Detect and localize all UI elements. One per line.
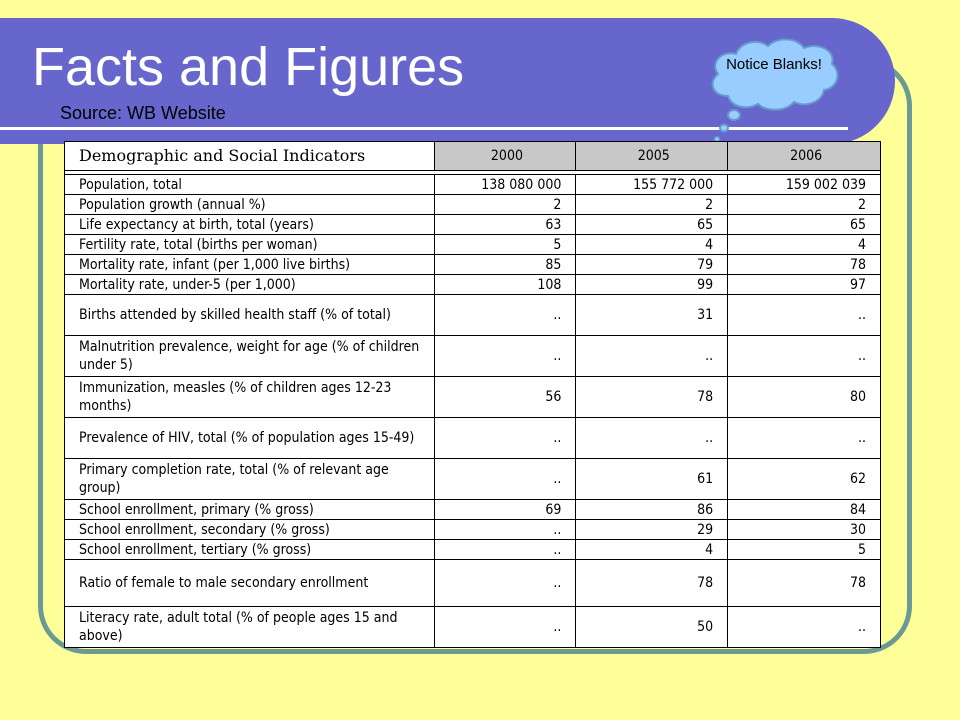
- cell-2006: 78: [728, 560, 881, 607]
- cell-2000: 56: [434, 377, 576, 418]
- table-row: [65, 195, 881, 215]
- table-row: [65, 560, 881, 607]
- cell-2006: 30: [728, 520, 881, 540]
- header-year-2000: 2000: [434, 142, 576, 171]
- table-row: [65, 607, 881, 648]
- cell-2000: 69: [434, 500, 576, 520]
- table-row: [65, 175, 881, 195]
- cell-2000: ..: [434, 520, 576, 540]
- cell-2006: 78: [728, 255, 881, 275]
- cell-2006: 4: [728, 235, 881, 255]
- cell-2005: 50: [576, 607, 728, 648]
- table-row: [65, 215, 881, 235]
- header-year-2005: 2005: [576, 142, 728, 171]
- cell-2000: ..: [434, 336, 576, 377]
- cell-2005: 155 772 000: [576, 175, 728, 195]
- cell-2006: 84: [728, 500, 881, 520]
- row-label: Ratio of female to male secondary enrollment: [65, 560, 435, 607]
- callout-text: Notice Blanks!: [726, 56, 822, 73]
- row-label: School enrollment, secondary (% gross): [65, 520, 435, 540]
- table-row: [65, 336, 881, 377]
- table-header-row: [65, 142, 881, 171]
- cell-2006: ..: [728, 607, 881, 648]
- cell-2005: 79: [576, 255, 728, 275]
- row-label: Immunization, measles (% of children ages 12-23 months): [65, 377, 435, 418]
- cell-2005: 78: [576, 560, 728, 607]
- cell-2000: ..: [434, 418, 576, 459]
- header-indicator: Demographic and Social Indicators: [65, 142, 435, 171]
- cell-2000: 63: [434, 215, 576, 235]
- cell-2005: 29: [576, 520, 728, 540]
- slide-title: Facts and Figures: [32, 37, 465, 97]
- row-label: Life expectancy at birth, total (years): [65, 215, 435, 235]
- table-row: [65, 377, 881, 418]
- cell-2005: ..: [576, 418, 728, 459]
- cell-2005: 99: [576, 275, 728, 295]
- row-label: School enrollment, primary (% gross): [65, 500, 435, 520]
- row-label: Literacy rate, adult total (% of people ages 15 and above): [65, 607, 435, 648]
- cell-2006: 159 002 039: [728, 175, 881, 195]
- cell-2000: ..: [434, 540, 576, 560]
- cell-2005: 86: [576, 500, 728, 520]
- cell-2000: 85: [434, 255, 576, 275]
- cell-2005: 4: [576, 235, 728, 255]
- cell-2000: ..: [434, 459, 576, 500]
- cell-2006: ..: [728, 295, 881, 336]
- cell-2006: 62: [728, 459, 881, 500]
- cell-2000: ..: [434, 295, 576, 336]
- table-row: [65, 295, 881, 336]
- cell-2006: ..: [728, 336, 881, 377]
- table-row: [65, 459, 881, 500]
- row-label: Primary completion rate, total (% of relevant age group): [65, 459, 435, 500]
- row-label: Prevalence of HIV, total (% of population ages 15-49): [65, 418, 435, 459]
- table-row: [65, 540, 881, 560]
- cell-2006: 5: [728, 540, 881, 560]
- cell-2000: 108: [434, 275, 576, 295]
- thought-bubble-trail: [712, 108, 742, 144]
- cell-2000: ..: [434, 607, 576, 648]
- row-label: Mortality rate, under-5 (per 1,000): [65, 275, 435, 295]
- cell-2005: ..: [576, 336, 728, 377]
- cell-2005: 61: [576, 459, 728, 500]
- cell-2006: 2: [728, 195, 881, 215]
- table-row: [65, 520, 881, 540]
- header-year-2006: 2006: [728, 142, 881, 171]
- cell-2000: 138 080 000: [434, 175, 576, 195]
- cell-2006: 65: [728, 215, 881, 235]
- cell-2000: ..: [434, 560, 576, 607]
- table-row: [65, 275, 881, 295]
- indicators-table: [64, 141, 881, 648]
- table-row: [65, 418, 881, 459]
- cell-2006: 80: [728, 377, 881, 418]
- cell-2005: 4: [576, 540, 728, 560]
- cell-2006: 97: [728, 275, 881, 295]
- table-row: [65, 255, 881, 275]
- cell-2006: ..: [728, 418, 881, 459]
- cell-2000: 2: [434, 195, 576, 215]
- slide-subtitle: Source: WB Website: [60, 103, 226, 123]
- table-row: [65, 500, 881, 520]
- cell-2005: 78: [576, 377, 728, 418]
- cell-2005: 2: [576, 195, 728, 215]
- row-label: Mortality rate, infant (per 1,000 live births): [65, 255, 435, 275]
- row-label: School enrollment, tertiary (% gross): [65, 540, 435, 560]
- cell-2005: 31: [576, 295, 728, 336]
- cell-2000: 5: [434, 235, 576, 255]
- row-label: Population, total: [65, 175, 435, 195]
- row-label: Malnutrition prevalence, weight for age (% of children under 5): [65, 336, 435, 377]
- row-label: Population growth (annual %): [65, 195, 435, 215]
- table-row: [65, 235, 881, 255]
- cell-2005: 65: [576, 215, 728, 235]
- row-label: Births attended by skilled health staff (% of total): [65, 295, 435, 336]
- row-label: Fertility rate, total (births per woman): [65, 235, 435, 255]
